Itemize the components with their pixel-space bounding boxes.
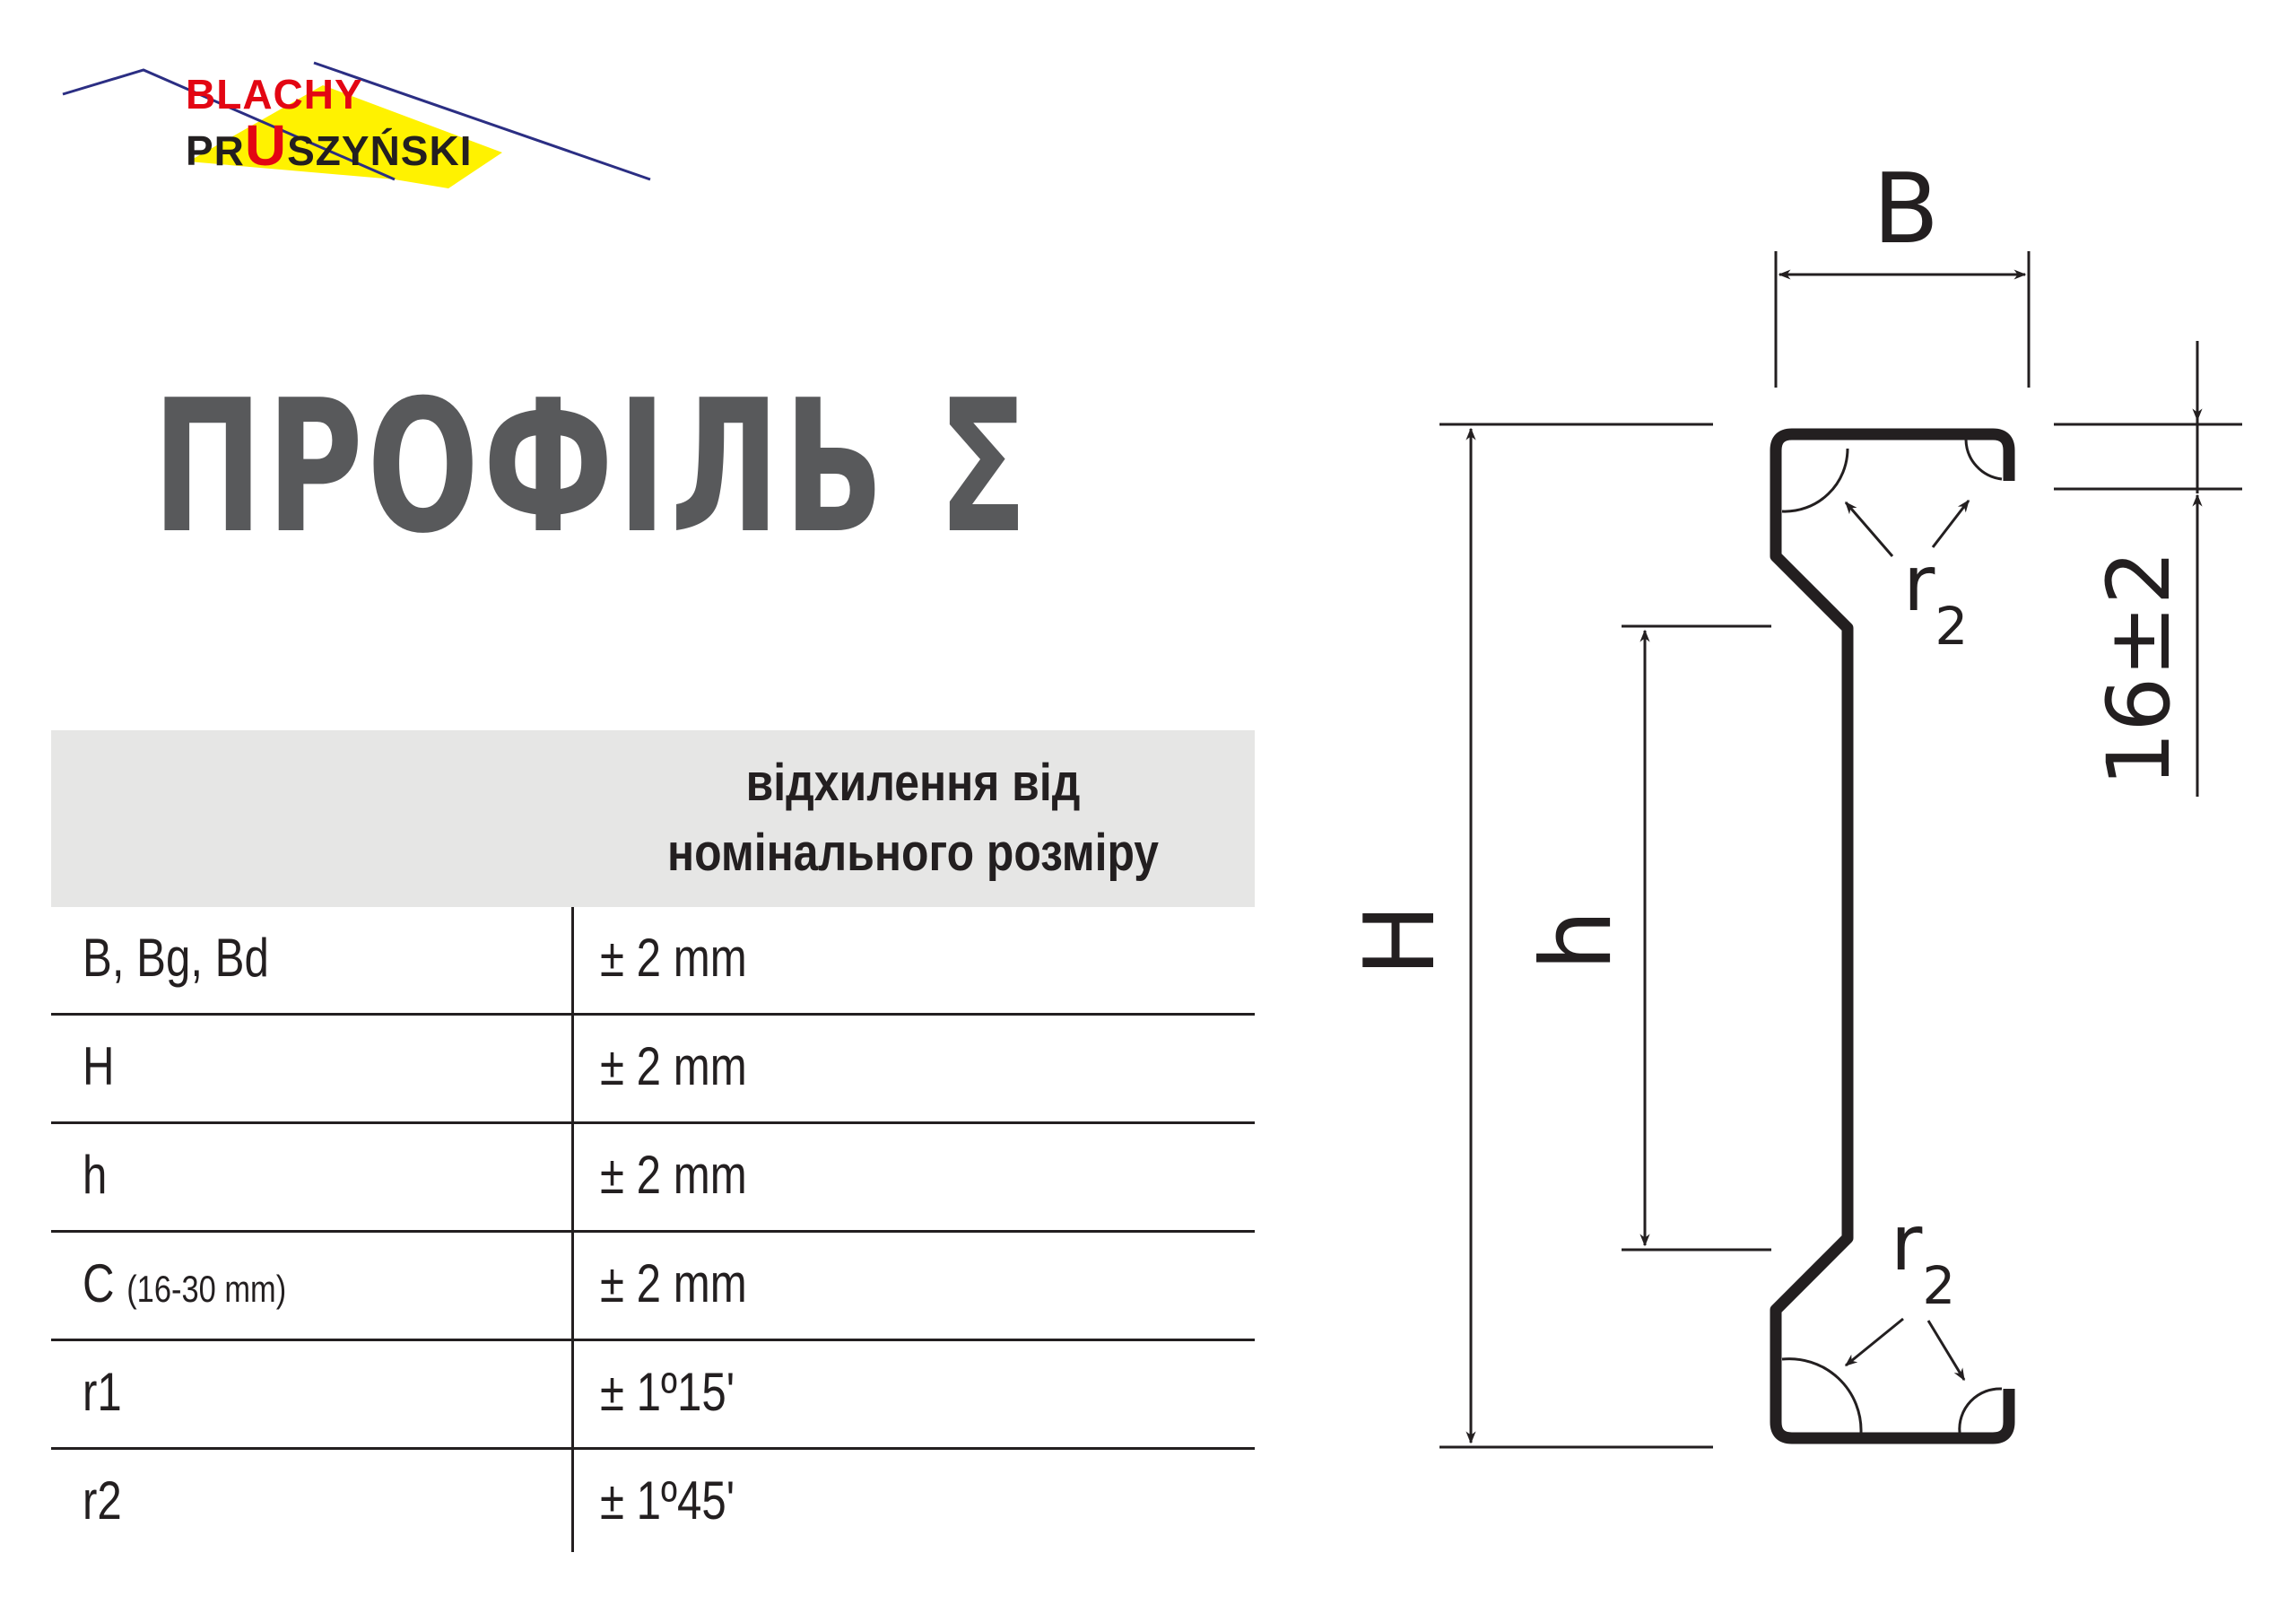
tolerance-cell: ± 2 mm [600, 1145, 747, 1205]
tolerance-cell: ± 1º15' [600, 1362, 735, 1422]
label-B: B [1872, 153, 1940, 266]
tolerance-cell: ± 2 mm [600, 1253, 747, 1313]
param-cell: r2 [83, 1470, 122, 1531]
r2-bottom-arrows [1846, 1319, 1964, 1380]
param-cell: r1 [83, 1362, 122, 1422]
param-cell: B, Bg, Bd [83, 928, 269, 988]
label-h: h [1521, 909, 1633, 972]
param-cell: h [83, 1145, 108, 1205]
logo-text-blachy: BLACHY [186, 71, 363, 118]
tolerance-cell: ± 2 mm [600, 928, 747, 988]
label-r2-bottom: $r_2$ [1891, 1199, 1956, 1316]
label-H: H [1344, 903, 1457, 977]
param-cell: H [83, 1036, 115, 1096]
tolerance-cell: ± 1º45' [600, 1470, 735, 1531]
param-cell: C (16-30 mm) [83, 1253, 287, 1313]
label-r2-top: $r_2$ [1903, 539, 1969, 657]
table-header-tolerance: відхилення від номінального розміру [666, 754, 1160, 882]
param-note: (16-30 mm) [126, 1268, 287, 1310]
dimension-h [1622, 626, 1771, 1250]
page-title: ПРОФІЛЬ Σ [152, 362, 1032, 574]
label-lip: 16±2 [2089, 550, 2189, 787]
logo-text-pruszynski: PRUSZYŃSKI [186, 113, 473, 178]
dimension-B [1776, 251, 2029, 388]
tolerance-cell: ± 2 mm [600, 1036, 747, 1096]
